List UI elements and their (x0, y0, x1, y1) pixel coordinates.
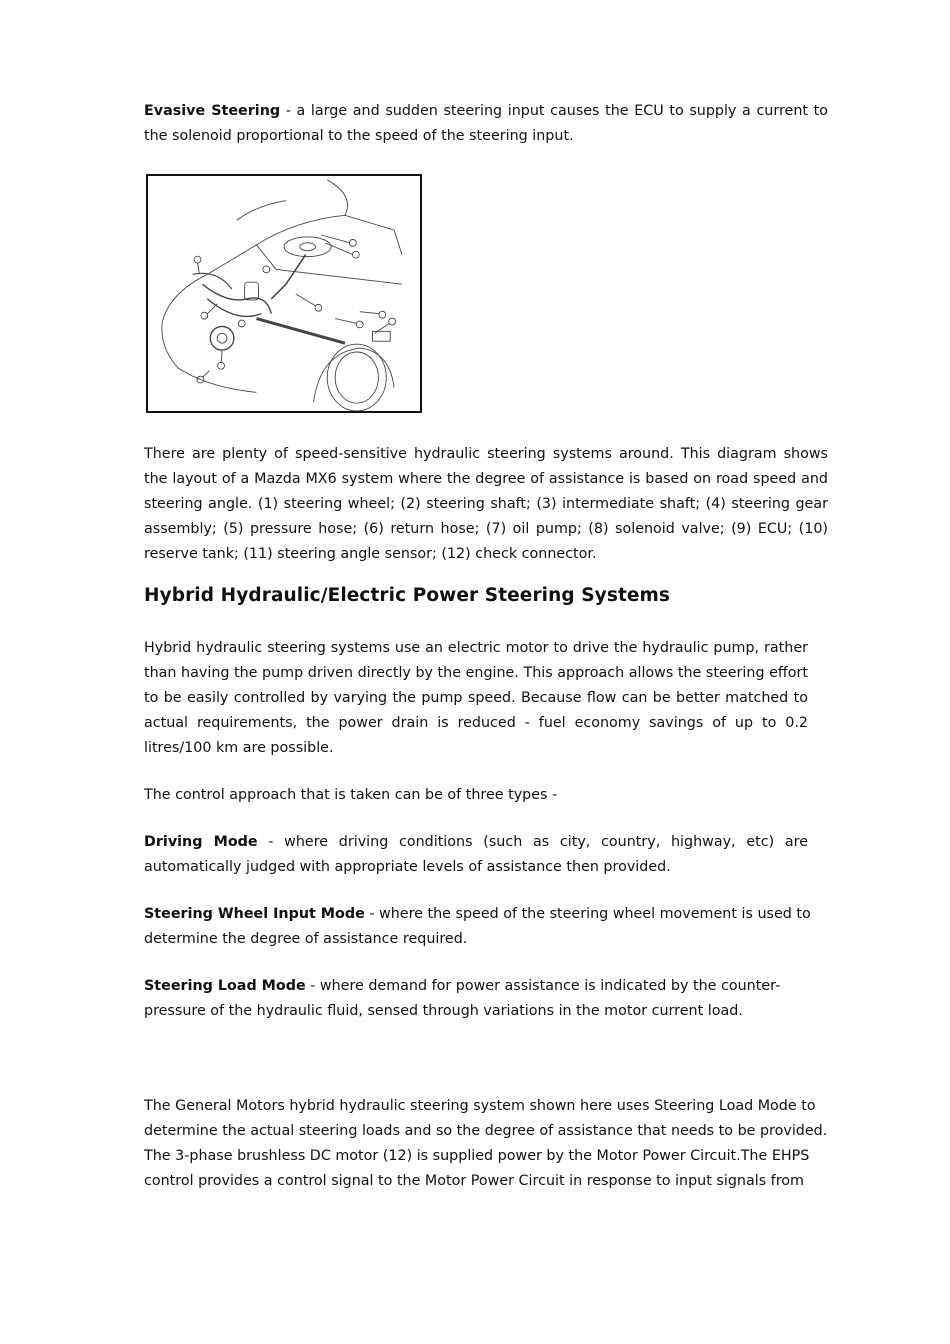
evasive-steering-text: - a large and sudden steering input causes the ECU to supply a current to the solenoid proportional to the speed of the steering input. (144, 103, 828, 144)
callout-marker-8 (389, 318, 396, 325)
evasive-steering-term: Evasive Steering (144, 103, 281, 119)
callout-marker-1 (349, 239, 356, 246)
steering-wheel-input-mode-paragraph (144, 902, 828, 952)
callout-marker-4 (201, 312, 208, 319)
section-heading: Hybrid Hydraulic/Electric Power Steering Systems (144, 585, 671, 606)
driving-mode-text: - where driving conditions (such as city, country, highway, etc) are automatically judged with appropriate levels of assistance then provided. (144, 834, 808, 875)
driving-mode-term: Driving Mode (144, 834, 258, 850)
control-approach-paragraph: The control approach that is taken can be of three types - (144, 787, 558, 803)
callout-marker-5 (315, 304, 322, 311)
driving-mode-paragraph (144, 830, 808, 880)
figure-caption: There are plenty of speed-sensitive hydraulic steering systems around. This diagram shows the layout of a Mazda MX6 system where the degree of assistance is based on road speed and steering angle. (1) steering wheel; (2) steering shaft; (3) intermediate shaft; (4) steering gear assembly; (5) pressure hose; (6) return hose; (7) oil pump; (8) solenoid valve; (9) ECU; (10) reserve tank; (11) steering angle sensor; (12) check connector. (144, 446, 828, 562)
callout-marker-12 (238, 320, 245, 327)
steering-diagram-drawing (148, 176, 420, 411)
steering-load-mode-term: Steering Load Mode (144, 978, 306, 994)
callout-marker-9 (218, 362, 225, 369)
callout-marker-6 (356, 321, 363, 328)
callout-marker-11 (263, 266, 270, 273)
steering-wheel-input-mode-text: - where the speed of the steering wheel movement is used to determine the degree of assistance required. (144, 906, 811, 947)
general-motors-paragraph: The General Motors hybrid hydraulic steering system shown here uses Steering Load Mode to determine the actual steering loads and so the degree of assistance that needs to be provided. The 3-phase brushless DC motor (12) is supplied power by the Motor Power Circuit.The EHPS control provides a control signal to the Motor Power Circuit in response to input signals from (144, 1098, 828, 1189)
callout-marker-3 (194, 256, 201, 263)
callout-marker-7 (379, 311, 386, 318)
callout-marker-2 (352, 251, 359, 258)
mazda-steering-diagram (146, 174, 422, 413)
hybrid-intro-paragraph: Hybrid hydraulic steering systems use an electric motor to drive the hydraulic pump, rather than having the pump driven directly by the engine. This approach allows the steering effort to be easily controlled by varying the pump speed. Because flow can be better matched to actual requirements, the power drain is reduced - fuel economy savings of up to 0.2 litres/100 km are possible. (144, 640, 808, 756)
steering-load-mode-text: - where demand for power assistance is indicated by the counter-pressure of the hydraulic fluid, sensed through variations in the motor current load. (144, 978, 781, 1019)
steering-load-mode-paragraph (144, 974, 808, 1024)
steering-wheel-input-mode-term: Steering Wheel Input Mode (144, 906, 365, 922)
evasive-steering-paragraph (144, 99, 828, 149)
